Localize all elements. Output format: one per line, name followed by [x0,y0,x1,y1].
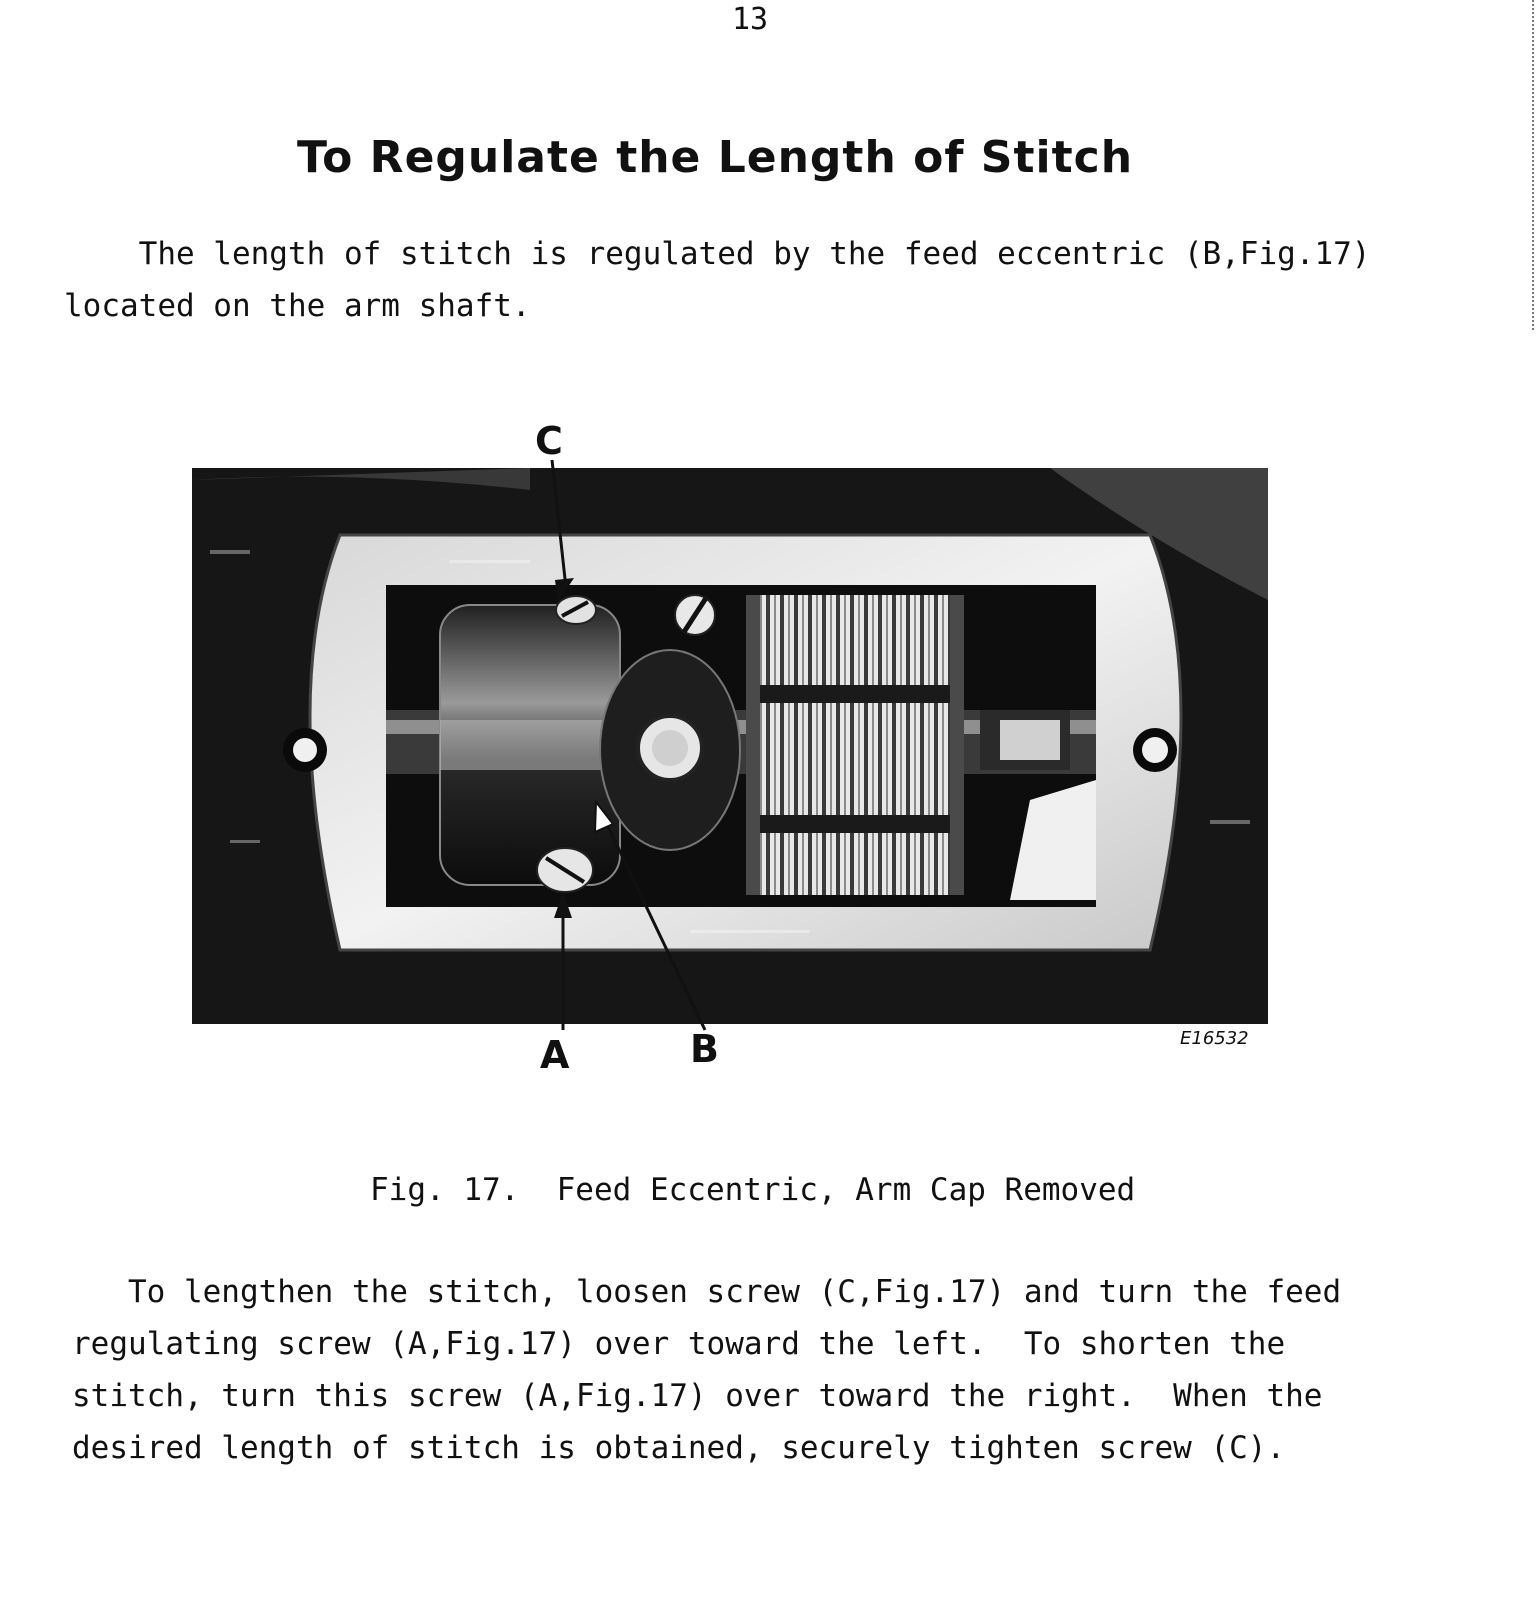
figure-17 [150,420,1300,1100]
intro-paragraph [64,228,1370,332]
instructions-line: stitch, turn this screw (A,Fig.17) over toward the right. When the [72,1378,1323,1414]
instructions-line: To lengthen the stitch, loosen screw (C,Fig.17) and turn the feed [72,1274,1342,1310]
label-a: A [540,1033,570,1077]
page-number: 13 [731,2,769,37]
instructions-paragraph [72,1266,1341,1474]
instructions-line: regulating screw (A,Fig.17) over toward the left. To shorten the [72,1326,1286,1362]
intro-line: located on the arm shaft. [64,288,531,324]
label-b: B [690,1027,719,1071]
figure-caption: Fig. 17. Feed Eccentric, Arm Cap Removed [370,1172,1136,1208]
instructions-line: desired length of stitch is obtained, securely tighten screw (C). [72,1430,1286,1466]
gear-mechanism [760,595,950,895]
feed-eccentric-photo [150,420,1300,1100]
intro-line: The length of stitch is regulated by the feed eccentric (B,Fig.17) [64,236,1371,272]
photo-code: E16532 [1180,1028,1249,1049]
page-title: To Regulate the Length of Stitch [296,132,1134,183]
label-c: C [535,420,563,463]
scan-edge-marks [1532,0,1537,330]
